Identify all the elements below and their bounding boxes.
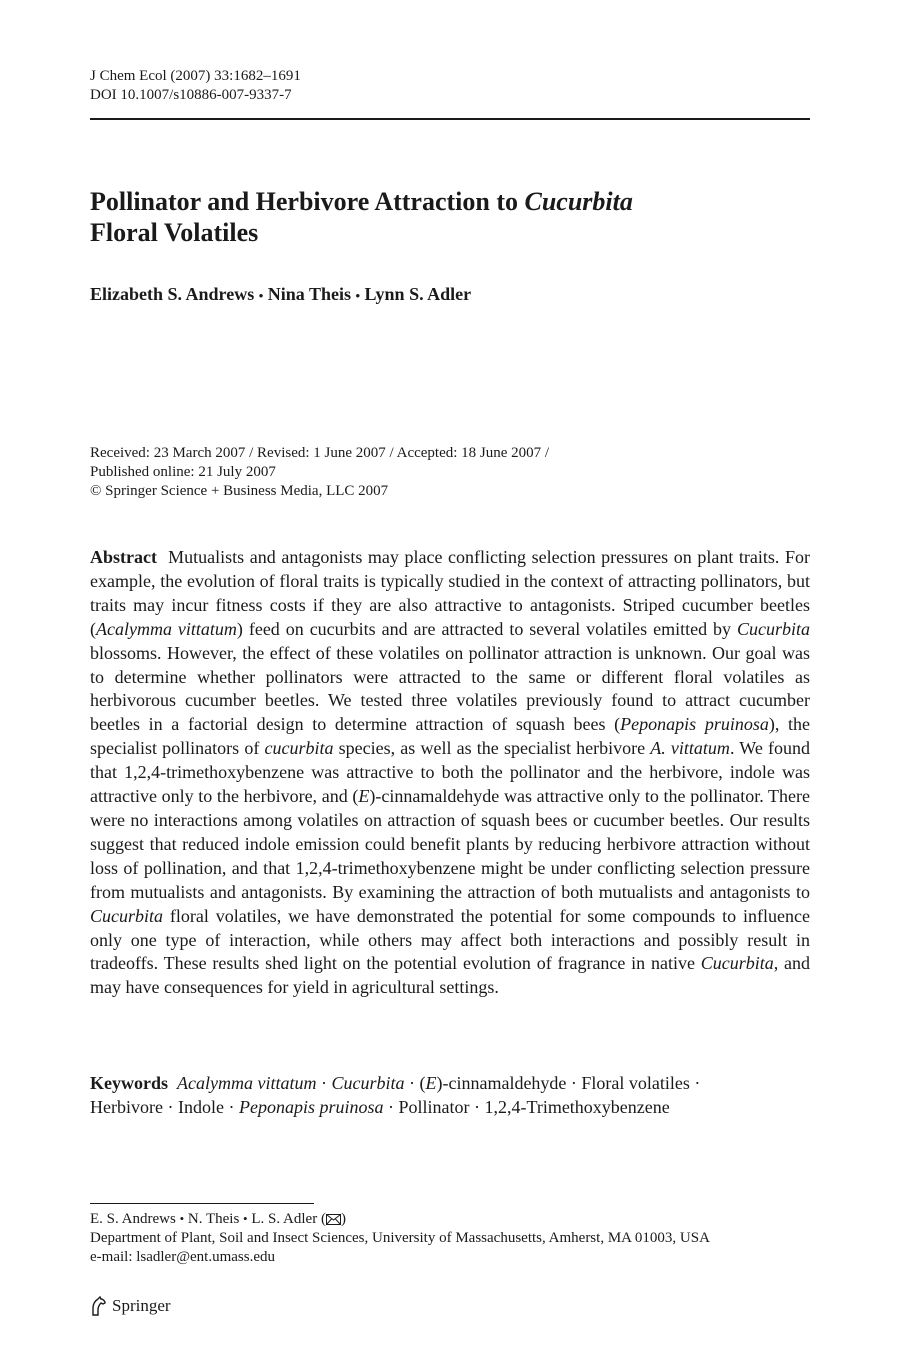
keyword: Acalymma vittatum xyxy=(177,1073,317,1093)
abstract-italic: Acalymma vittatum xyxy=(96,618,237,639)
affiliation xyxy=(90,1209,810,1267)
keyword-part: E xyxy=(425,1073,437,1093)
abstract-text: )-cinnamaldehyde was attractive only to the pollinator. There were no interactions among volatiles on attraction of squash bees or cucumber beetles. Our results suggest that reduced indole emission could benefit plants by reducing herbivore attraction without loss of pollination, and that 1,2,4-trimethoxybenzene might be under conflicting selection pressure from mutualists and antagonists. By examining the attraction of both mutualists and antagonists to xyxy=(90,786,810,902)
keyword-part: ( xyxy=(419,1073,426,1093)
author-name: Nina Theis xyxy=(267,284,351,304)
dates-line-1: Received: 23 March 2007 / Revised: 1 June 2007 / Accepted: 18 June 2007 / xyxy=(90,445,550,461)
abstract-italic: Peponapis pruinosa xyxy=(620,714,769,735)
keywords xyxy=(90,1071,810,1119)
email: e-mail: lsadler@ent.umass.edu xyxy=(90,1249,276,1265)
keyword: Pollinator xyxy=(398,1097,470,1117)
affiliation-name: E. S. Andrews xyxy=(90,1211,176,1227)
footnote-rule xyxy=(90,1203,314,1204)
journal-citation: J Chem Ecol (2007) 33:1682–1691 xyxy=(90,68,301,84)
abstract-label: Abstract xyxy=(90,547,157,567)
keyword-separator: · xyxy=(694,1073,701,1093)
keyword: Cucurbita xyxy=(331,1073,405,1093)
affiliation-name: L. S. Adler xyxy=(251,1211,318,1227)
keyword-separator: · xyxy=(228,1097,235,1117)
keyword: Peponapis pruinosa xyxy=(238,1097,384,1117)
keyword-part: )-cinnamaldehyde xyxy=(436,1073,567,1093)
abstract-text: species, as well as the specialist herbivore xyxy=(333,738,651,759)
keyword-separator: · xyxy=(387,1097,394,1117)
envelope-icon xyxy=(326,1214,341,1225)
department: Department of Plant, Soil and Insect Sciences, University of Massachusetts, Amherst, MA 01003, USA xyxy=(90,1230,710,1246)
abstract-text: floral volatiles, we have demonstrated the potential for some compounds to influence only one type of interaction, while others may affect both interactions and possibly result in tradeoffs. These results shed light on the potential evolution of fragrance in native xyxy=(90,905,810,974)
keyword: Indole xyxy=(177,1097,224,1117)
keyword-separator: · xyxy=(570,1073,577,1093)
publisher-logo xyxy=(90,1296,171,1316)
keyword-separator: · xyxy=(473,1097,480,1117)
header-rule xyxy=(90,118,810,120)
abstract-text: . We found that 1,2,4-trimethoxybenzene was attractive to both the pollinator and the herbivore, indole was attractive only to the herbivore, and ( xyxy=(90,738,810,807)
title-italic: Cucurbita xyxy=(524,187,633,216)
name-separator: • xyxy=(179,1211,185,1226)
copyright-line xyxy=(90,482,549,501)
title-part1: Pollinator and Herbivore Attraction to xyxy=(90,187,525,216)
abstract-text: ) feed on cucurbits and are attracted to several volatiles emitted by xyxy=(236,618,737,639)
abstract-italic: cucurbita xyxy=(264,738,334,759)
abstract-text: ), the specialist pollinators of xyxy=(90,714,810,759)
keyword: Floral volatiles xyxy=(581,1073,690,1093)
copyright-icon: © xyxy=(90,483,102,499)
title-part2: Floral Volatiles xyxy=(90,218,259,247)
author-list xyxy=(90,284,471,305)
abstract-italic: Cucurbita xyxy=(736,618,810,639)
abstract-text: , and may have consequences for yield in agricultural settings. xyxy=(90,953,810,998)
abstract-italic: A. vittatum xyxy=(650,738,730,759)
abstract-text: blossoms. However, the effect of these volatiles on pollinator attraction is unknown. Our goal was to determine whether pollinators were attracted to the same or different floral volatiles as herbivorous cucumber beetles. We tested three volatiles previously found to attract cucumber beetles in a factorial design to determine attraction of squash bees ( xyxy=(90,642,810,735)
author-name: Elizabeth S. Andrews xyxy=(90,284,255,304)
keywords-label: Keywords xyxy=(90,1073,168,1093)
article-title xyxy=(90,186,810,248)
name-separator: • xyxy=(243,1211,248,1226)
author-name: Lynn S. Adler xyxy=(364,284,472,304)
keyword-separator: · xyxy=(167,1097,174,1117)
author-separator: • xyxy=(355,288,361,303)
keyword: Herbivore xyxy=(90,1097,163,1117)
abstract-italic: E xyxy=(358,786,370,807)
abstract-italic: Cucurbita xyxy=(700,953,774,974)
affiliation-name: N. Theis xyxy=(187,1211,240,1227)
publisher-name: Springer xyxy=(112,1296,171,1315)
publication-dates xyxy=(90,444,549,501)
springer-horse-icon xyxy=(90,1296,108,1316)
doi: DOI 10.1007/s10886-007-9337-7 xyxy=(90,87,292,103)
keyword-separator: · xyxy=(320,1073,327,1093)
keyword xyxy=(419,1073,566,1093)
abstract-text: Mutualists and antagonists may place conflicting selection pressures on plant traits. For example, the evolution of floral traits is typically studied in the context of attracting pollinators, but traits may incur fitness costs if they are also attractive to antagonists. Striped cucumber beetles ( xyxy=(90,547,811,639)
author-separator: • xyxy=(258,288,264,303)
affiliation-names: E. S. Andrews • N. Theis • L. S. Adler ( ) xyxy=(90,1211,346,1227)
dates-line-2: Published online: 21 July 2007 xyxy=(90,464,276,480)
journal-header xyxy=(90,67,301,105)
abstract-italic: Cucurbita xyxy=(90,905,164,926)
copyright-text: Springer Science + Business Media, LLC 2007 xyxy=(105,483,389,499)
keyword-separator: · xyxy=(408,1073,415,1093)
keyword: 1,2,4-Trimethoxybenzene xyxy=(484,1097,670,1117)
abstract xyxy=(90,546,810,1000)
